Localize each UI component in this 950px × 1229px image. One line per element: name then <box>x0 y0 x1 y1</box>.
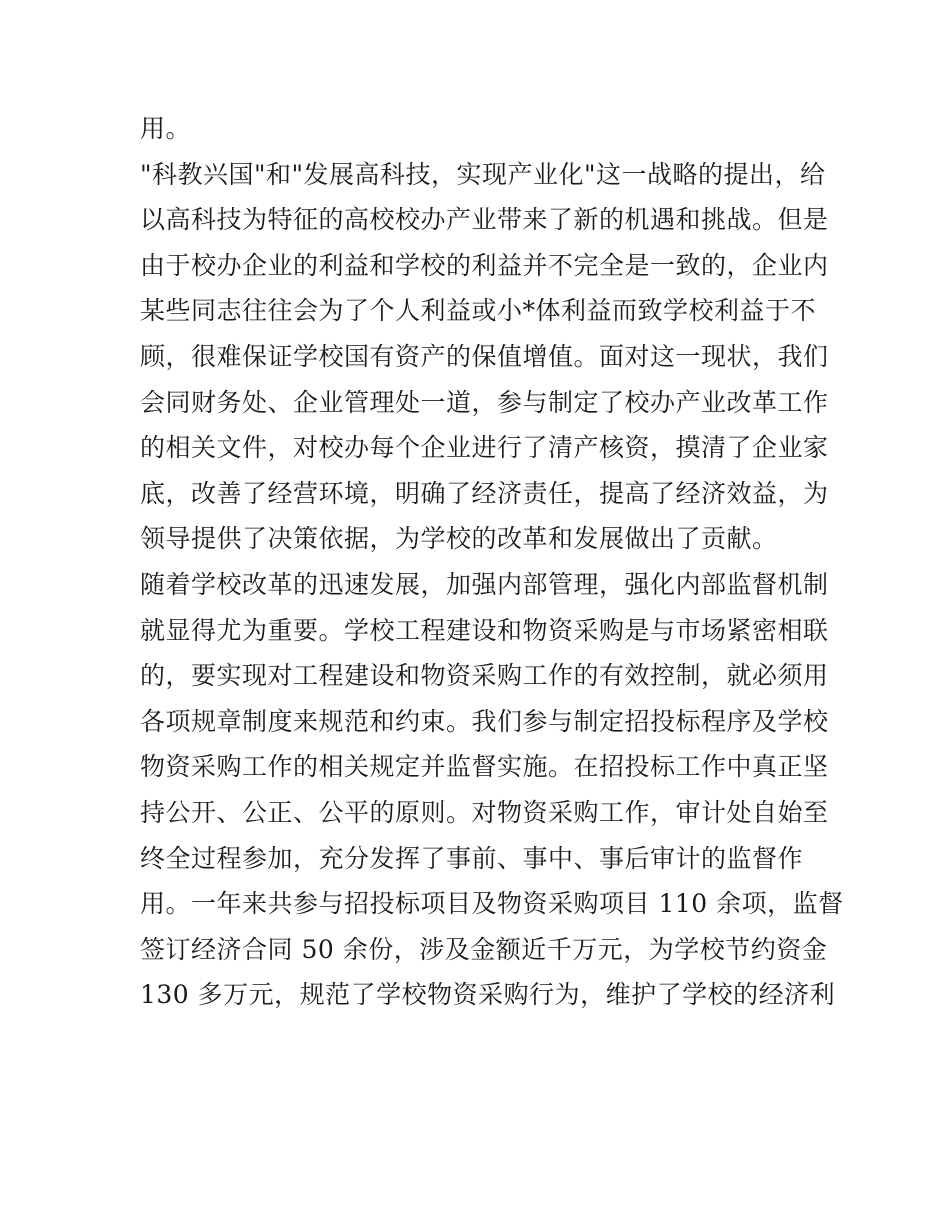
text-line-4: 由于校办企业的利益和学校的利益并不完全是一致的，企业内 <box>140 250 829 280</box>
text-line-1: 用。 <box>140 114 192 143</box>
text-line-16: 持公开、公正、公平的原则。对物资采购工作，审计处自始至 <box>140 797 829 827</box>
text-line-8: 的相关文件，对校办每个企业进行了清产核资，摸清了企业家 <box>140 433 829 463</box>
text-line-6: 顾，很难保证学校国有资产的保值增值。面对这一现状，我们 <box>140 341 829 371</box>
text-line-5: 某些同志往往会为了个人利益或小*体利益而致学校利益于不 <box>140 296 817 326</box>
text-line-12: 就显得尤为重要。学校工程建设和物资采购是与市场紧密相联 <box>140 615 829 645</box>
text-line-11: 随着学校改革的迅速发展，加强内部管理，强化内部监督机制 <box>140 569 829 599</box>
text-line-20: 130 多万元，规范了学校物资采购行为，维护了学校的经济利 <box>140 980 836 1010</box>
text-line-3: 以高科技为特征的高校校办产业带来了新的机遇和挑战。但是 <box>140 205 829 235</box>
text-line-9: 底，改善了经营环境，明确了经济责任，提高了经济效益，为 <box>140 478 829 508</box>
text-line-19: 签订经济合同 50 余份，涉及金额近千万元，为学校节约资金 <box>140 934 828 964</box>
text-line-18: 用。一年来共参与招投标项目及物资采购项目 110 余项，监督 <box>140 889 844 919</box>
text-line-7: 会同财务处、企业管理处一道，参与制定了校办产业改革工作 <box>140 387 829 417</box>
text-line-10: 领导提供了决策依据，为学校的改革和发展做出了贡献。 <box>140 524 778 554</box>
text-line-2: "科教兴国"和"发展高科技，实现产业化"这一战略的提出，给 <box>140 159 826 189</box>
text-line-14: 各项规章制度来规范和约束。我们参与制定招投标程序及学校 <box>140 706 829 736</box>
text-line-13: 的，要实现对工程建设和物资采购工作的有效控制，就必须用 <box>140 661 829 691</box>
text-line-15: 物资采购工作的相关规定并监督实施。在招投标工作中真正坚 <box>140 752 829 782</box>
text-line-17: 终全过程参加，充分发挥了事前、事中、事后审计的监督作 <box>140 843 804 873</box>
document-body <box>140 106 844 1018</box>
